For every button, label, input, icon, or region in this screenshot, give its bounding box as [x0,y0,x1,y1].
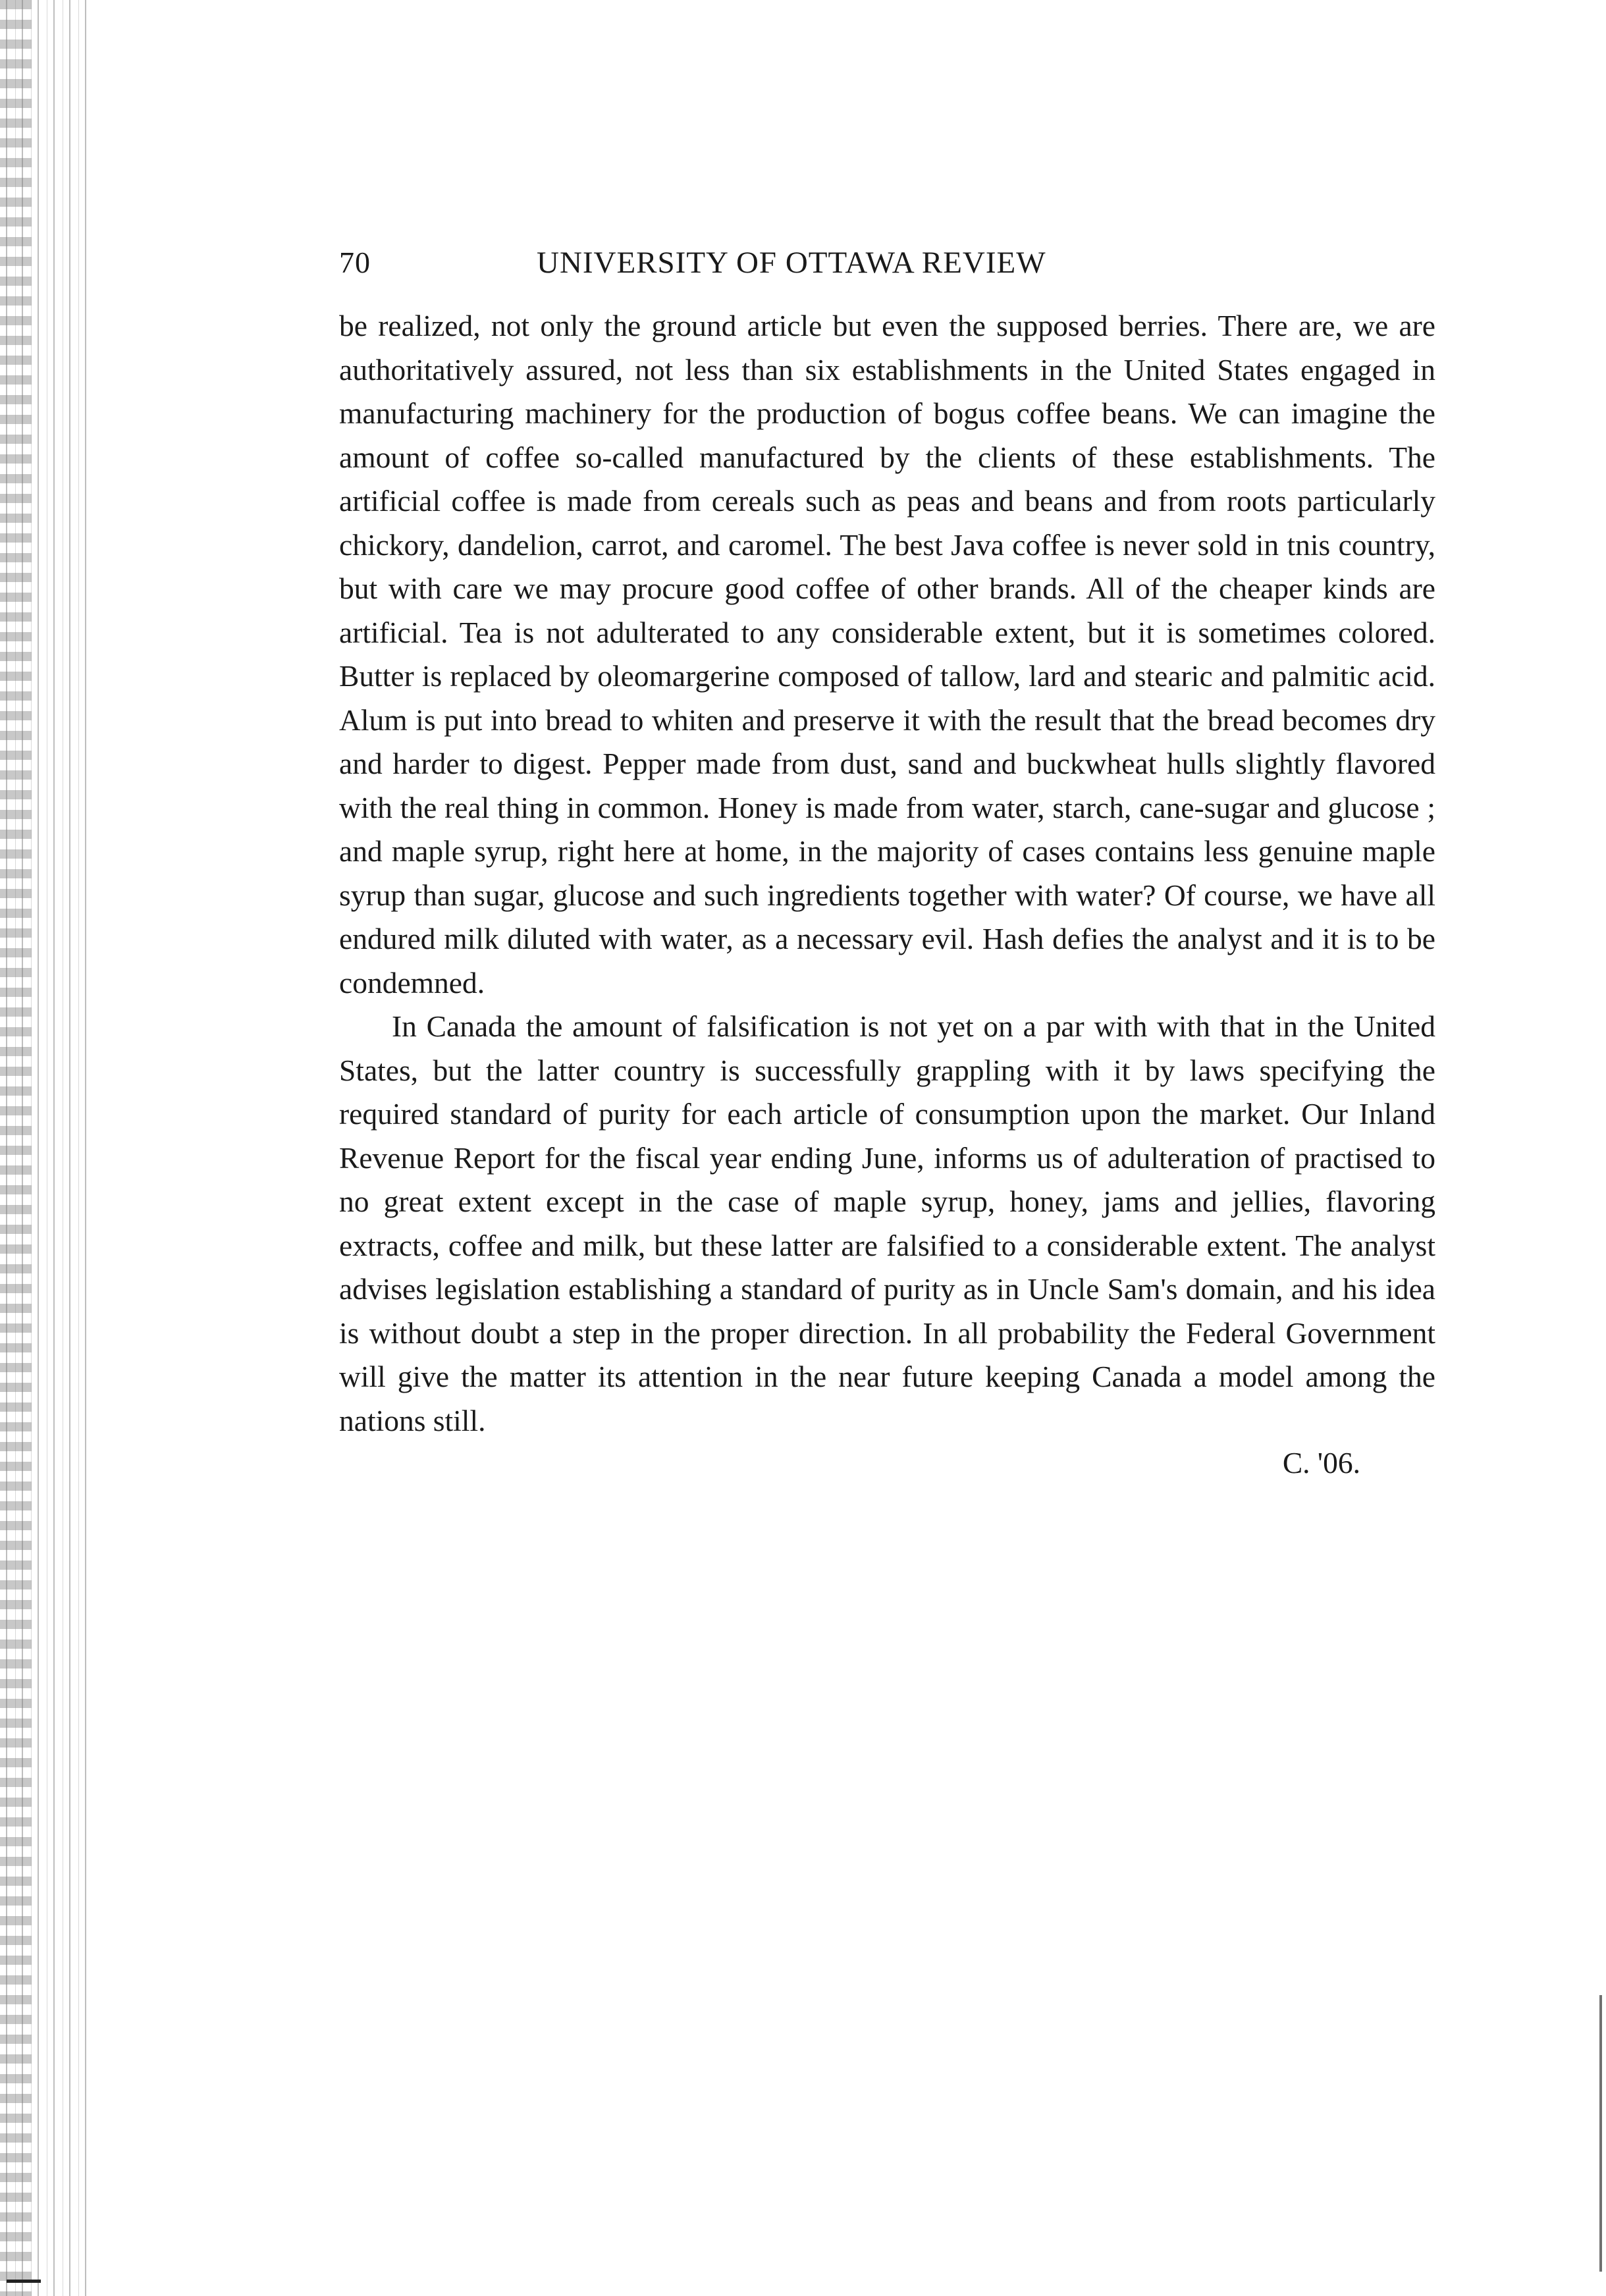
scan-bottom-mark [7,2280,41,2283]
journal-title: UNIVERSITY OF OTTAWA REVIEW [537,246,1046,280]
author-signature: C. '06. [1282,1446,1360,1480]
paragraph-continued: be realized, not only the ground article but even the supposed berries. There are, we are authoritatively assured, not less than six establishments in the United States engaged in manufacturing machinery for the production of bogus coffee beans. We can imagine the amount of coffee so-called manufactured by the clients of these establishments. The artificial coffee is made from cereals such as peas and beans and from roots particularly chickory, dandelion, carrot, and caromel. The best Java coffee is never sold in tnis country, but with care we may procure good coffee of other brands. All of the cheaper kinds are artificial. Tea is not adulterated to any considerable extent, but it is sometimes colored. Butter is replaced by oleomargerine composed of tallow, lard and stearic and palmitic acid. Alum is put into bread to whiten and preserve it with the result that the bread becomes dry and harder to digest. Pepper made from dust, sand and buckwheat hulls slightly flavored with the real thing in common. Honey is made from water, starch, cane-sugar and glucose ; and maple syrup, right here at home, in the majority of cases contains less genuine maple syrup than sugar, glucose and such ingredients together with water? Of course, we have all endured milk diluted with water, as a necessary evil. Hash defies the analyst and it is to be condemned. [339,309,1435,1000]
article-body [339,304,1435,1443]
page-number: 70 [339,246,371,279]
scan-left-edge-artifact [0,0,92,2296]
page-content [339,245,1435,1480]
scan-right-edge-artifact [1599,1995,1602,2272]
paragraph-canada: In Canada the amount of falsification is not yet on a par with with that in the United States, but the latter country is successfully grappling with it by laws specifying the required standard of purity for each article of consumption upon the market. Our Inland Revenue Report for the fiscal year ending June, informs us of adulteration of practised to no great extent except in the case of maple syrup, honey, jams and jellies, flavoring extracts, coffee and milk, but these latter are falsified to a considerable extent. The analyst advises legislation establishing a standard of purity as in Uncle Sam's domain, and his idea is without doubt a step in the proper direction. In all probability the Federal Government will give the matter its attention in the near future keeping Canada a model among the nations still. [339,1009,1435,1437]
running-head [339,245,1435,291]
